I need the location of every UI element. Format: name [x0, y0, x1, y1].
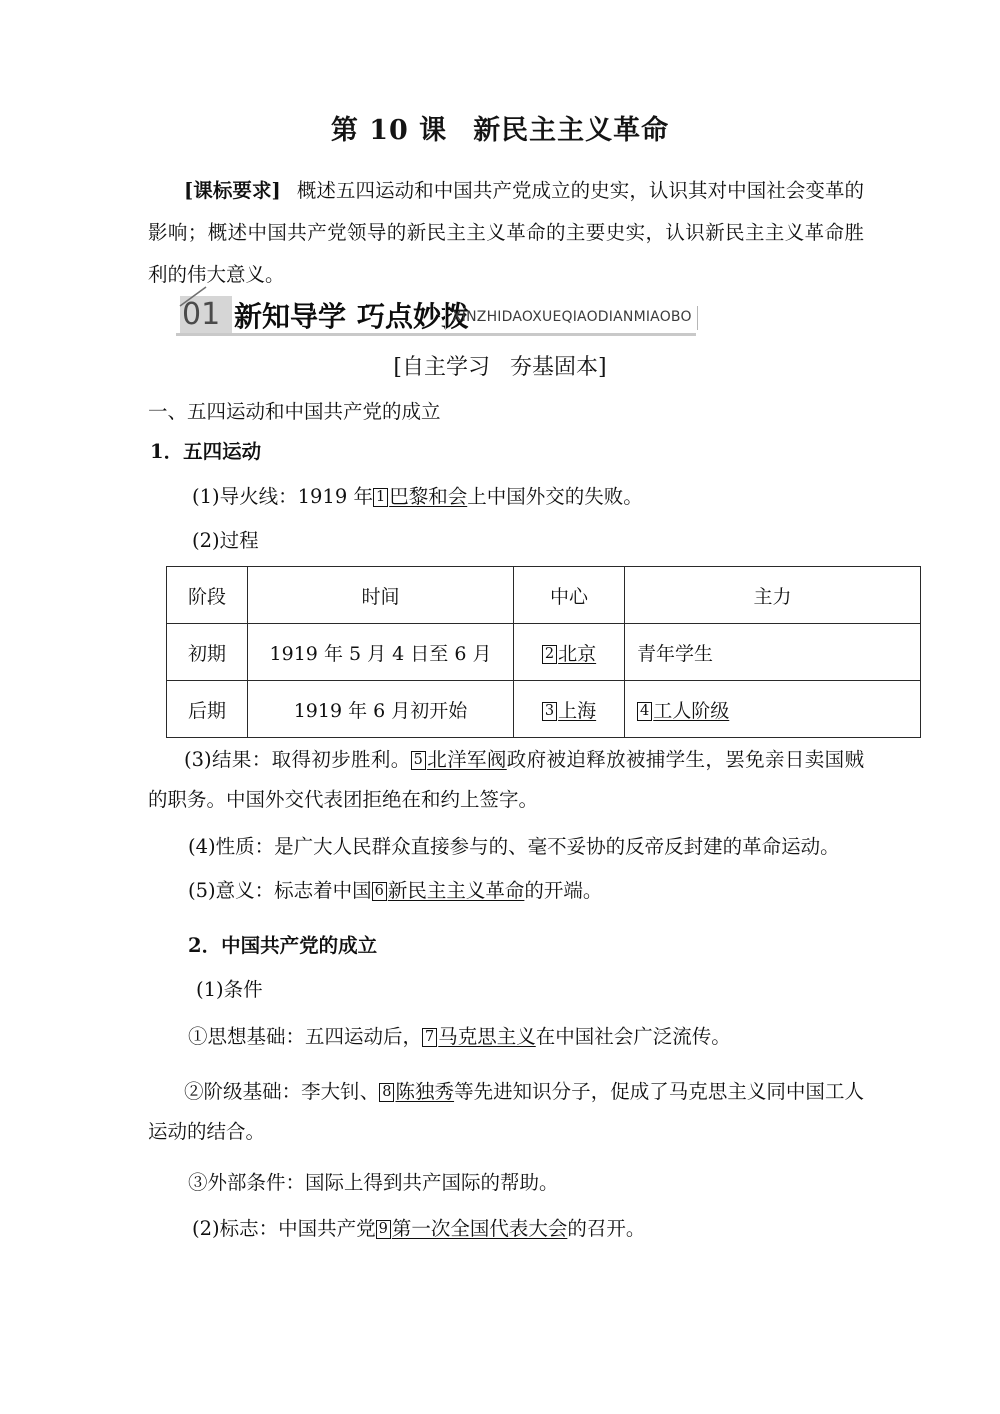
item-2-2 — [192, 1209, 864, 1249]
item-2-1-b-prefix: ②阶级基础：李大钊、 — [184, 1080, 380, 1103]
item-1-3-answer-group — [411, 748, 507, 771]
banner-title-part2: 巧点妙拨 — [357, 300, 470, 333]
banner-title — [234, 295, 469, 335]
item-2-1-label: (1)条件 — [196, 978, 263, 1001]
cell-time: 1919 年 5 月 4 日至 6 月 — [248, 624, 514, 681]
standard-requirement-label: [课标要求] — [184, 179, 281, 202]
banner-title-part1: 新知导学 — [234, 300, 347, 333]
item-1-2-label: (2)过程 — [192, 529, 259, 552]
item-2-1-b-answer-group — [379, 1080, 454, 1103]
diagonal-slash-icon — [178, 286, 212, 308]
item-2-1-a-suffix: 在中国社会广泛流传。 — [535, 1025, 731, 1048]
item-1-1-answer-group — [373, 485, 467, 508]
item-1-5-suffix: 的开端。 — [524, 879, 603, 902]
standard-requirement-text: 概述五四运动和中国共产党成立的史实，认识其对中国社会变革的影响；概述中国共产党领导的新民主主义革命的主要史实，认识新民主主义革命胜利的伟大意义。 — [148, 179, 864, 286]
column-header-stage: 阶段 — [167, 567, 248, 624]
blank-number-9: 9 — [376, 1220, 391, 1239]
cell-center — [514, 624, 625, 681]
item-1-3 — [148, 740, 864, 820]
cell-time: 1919 年 6 月初开始 — [248, 681, 514, 738]
cell-force — [625, 681, 921, 738]
item-2-1-c: ③外部条件：国际上得到共产国际的帮助。 — [188, 1171, 559, 1194]
cell-force-answer: 工人阶级 — [653, 699, 730, 722]
column-header-center: 中心 — [514, 567, 625, 624]
banner-pinyin-box — [445, 306, 698, 330]
item-1-1-prefix: (1)导火线：1919 年 — [192, 485, 373, 508]
subsection-heading-2: 2．中国共产党的成立 — [188, 934, 378, 957]
column-header-force: 主力 — [625, 567, 921, 624]
cell-force-plain: 青年学生 — [637, 642, 714, 665]
item-2-1-a-prefix: ①思想基础：五四运动后， — [188, 1025, 423, 1048]
item-1-1-answer: 巴黎和会 — [389, 485, 468, 508]
blank-number-3: 3 — [542, 702, 557, 721]
cell-center — [514, 681, 625, 738]
table-row — [167, 681, 921, 738]
process-table-wrapper — [166, 566, 836, 738]
banner-number: 01 — [182, 297, 221, 332]
column-header-time: 时间 — [248, 567, 514, 624]
cell-center-answer: 北京 — [558, 642, 597, 665]
section-banner — [176, 294, 696, 336]
item-2-2-suffix: 的召开。 — [567, 1217, 646, 1240]
table-row — [167, 624, 921, 681]
item-1-1 — [192, 477, 864, 517]
page-title — [0, 108, 1000, 147]
item-1-3-suffix: 政府被迫释放被捕学生，罢免亲日卖国贼的职务。中国外交代表团拒绝在和约上签字。 — [148, 748, 864, 811]
item-1-5-answer: 新民主主义革命 — [387, 879, 525, 902]
item-1-5 — [188, 871, 864, 911]
item-1-3-prefix: (3)结果：取得初步胜利。 — [184, 748, 411, 771]
banner-pinyin: XINZHIDAOXUEQIAODIANMIAOBO — [452, 309, 692, 325]
subsection-heading-1: 1．五四运动 — [150, 440, 262, 463]
item-1-3-answer: 北洋军阀 — [426, 748, 507, 771]
blank-number-2: 2 — [542, 645, 557, 664]
item-2-1-a — [188, 1017, 864, 1057]
chapter-name: 新民主主义革命 — [473, 115, 670, 146]
item-2-2-answer: 第一次全国代表大会 — [391, 1217, 568, 1240]
cell-force-answer-group — [637, 700, 729, 722]
cell-center-answer-group — [542, 700, 596, 722]
cell-force — [625, 624, 921, 681]
blank-number-5: 5 — [411, 751, 426, 770]
standard-requirement-block — [148, 170, 864, 296]
section-heading-one: 一、五四运动和中国共产党的成立 — [148, 400, 441, 423]
process-table — [166, 566, 921, 738]
cell-stage: 后期 — [167, 681, 248, 738]
item-2-1-b — [148, 1072, 864, 1152]
chapter-number: 第 10 课 — [330, 115, 448, 146]
item-1-1-suffix: 上中国外交的失败。 — [467, 485, 643, 508]
sub-banner — [0, 350, 1000, 381]
item-2-1-a-answer-group — [422, 1025, 536, 1048]
item-2-2-answer-group — [376, 1217, 568, 1240]
item-1-5-answer-group — [372, 879, 525, 902]
sub-banner-close: 夯基固本] — [510, 355, 607, 380]
blank-number-4: 4 — [637, 702, 652, 721]
sub-banner-open: [自主学习 — [393, 355, 490, 380]
blank-number-8: 8 — [379, 1083, 394, 1102]
table-header-row — [167, 567, 921, 624]
cell-center-answer: 上海 — [558, 699, 597, 722]
item-2-2-prefix: (2)标志：中国共产党 — [192, 1217, 376, 1240]
item-2-1-b-answer: 陈独秀 — [395, 1080, 455, 1103]
item-2-1-a-answer: 马克思主义 — [438, 1025, 536, 1048]
blank-number-7: 7 — [422, 1028, 437, 1047]
item-2-1-b-suffix: 等先进知识分子，促成了马克思主义同中国工人运动的结合。 — [148, 1080, 864, 1143]
item-1-5-prefix: (5)意义：标志着中国 — [188, 879, 372, 902]
cell-stage: 初期 — [167, 624, 248, 681]
blank-number-1: 1 — [373, 488, 388, 507]
item-1-4: (4)性质：是广大人民群众直接参与的、毫不妥协的反帝反封建的革命运动。 — [188, 835, 840, 858]
cell-center-answer-group — [542, 643, 596, 665]
blank-number-6: 6 — [372, 882, 387, 901]
